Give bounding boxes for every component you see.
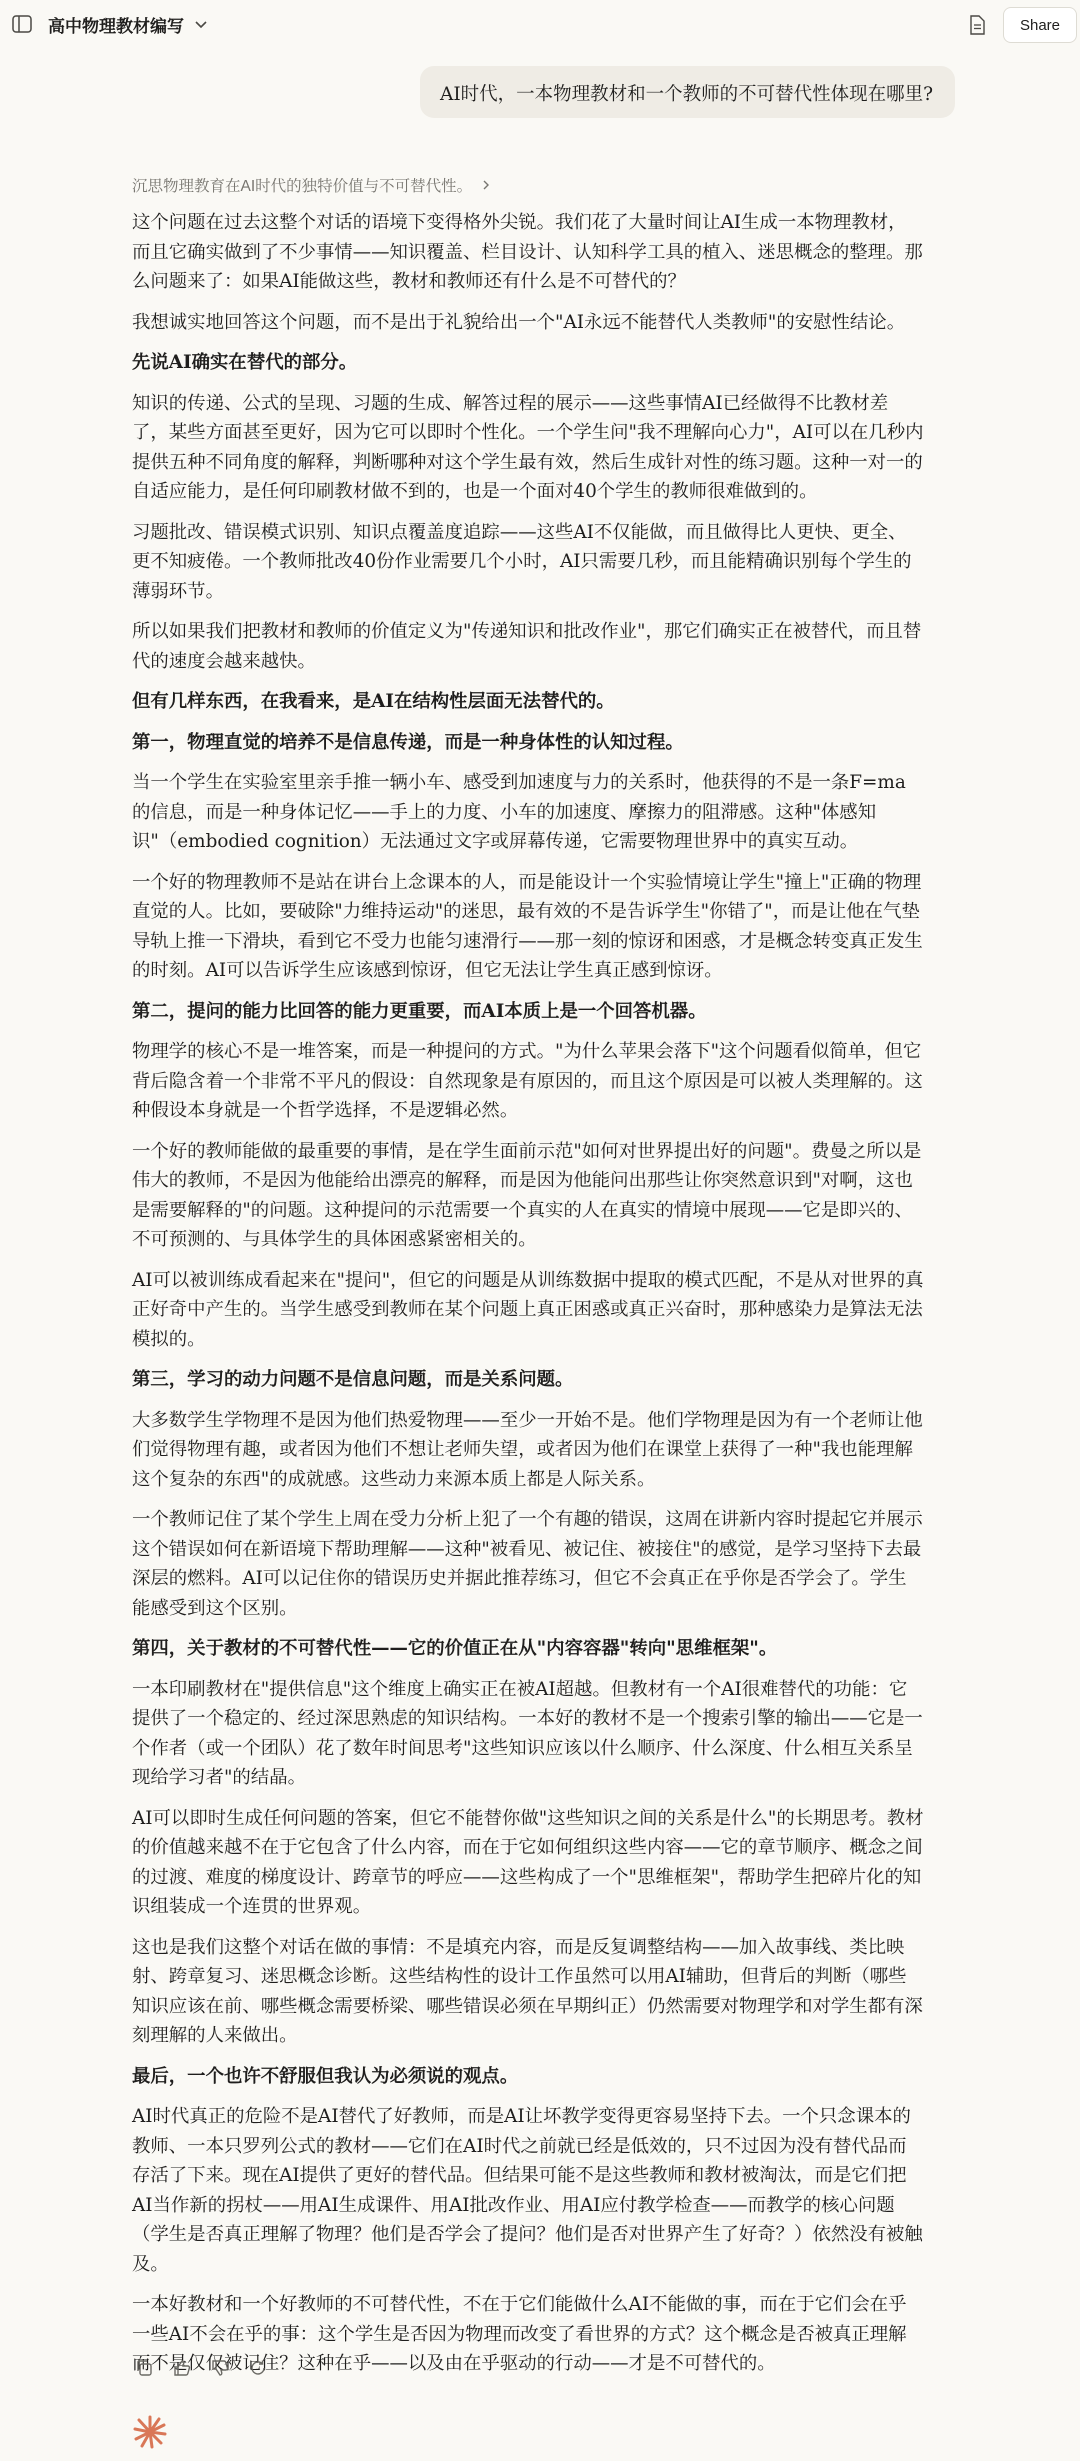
response-paragraph: 这也是我们这整个对话在做的事情：不是填充内容，而是反复调整结构——加入故事线、类比映射、跨章复习、迷思概念诊断。这些结构性的设计工作虽然可以用AI辅助，但背后的判断（哪些知识应该在前、哪些概念需要桥梁、哪些错误必须在早期纠正）仍然需要对物理学和对学生都有深刻理解的人来做出。 xyxy=(132,1936,923,2046)
response-paragraph: 物理学的核心不是一堆答案，而是一种提问的方式。"为什么苹果会落下"这个问题看似简单，但它背后隐含着一个非常不平凡的假设：自然现象是有原因的，而且这个原因是可以被人类理解的。这种假设本身就是一个哲学选择，不是逻辑必然。 xyxy=(132,1041,923,1121)
assistant-response xyxy=(132,208,924,2390)
retry-icon[interactable] xyxy=(246,2356,270,2380)
thinking-summary-text: 沉思物理教育在AI时代的独特价值与不可替代性。 xyxy=(132,178,473,195)
response-paragraph: 一个好的物理教师不是站在讲台上念课本的人，而是能设计一个实验情境让学生"撞上"正确的物理直觉的人。比如，要破除"力维持运动"的迷思，最有效的不是告诉学生"你错了"，而是让他在气垫导轨上推一下滑块，看到它不受力也能匀速滑行——那一刻的惊讶和困惑，才是概念转变真正发生的时刻。AI可以告诉学生应该感到惊讶，但它无法让学生真正感到惊讶。 xyxy=(132,871,923,981)
response-paragraph: 当一个学生在实验室里亲手推一辆小车、感受到加速度与力的关系时，他获得的不是一条F=ma的信息，而是一种身体记忆——手上的力度、小车的加速度、摩擦力的阻滞感。这种"体感知识"（embodied cognition）无法通过文字或屏幕传递，它需要物理世界中的真实互动。 xyxy=(132,772,906,852)
claude-logo-icon xyxy=(132,2414,168,2450)
conversation-title: 高中物理教材编写 xyxy=(48,17,184,36)
response-paragraph: 这个问题在过去这整个对话的语境下变得格外尖锐。我们花了大量时间让AI生成一本物理教材，而且它确实做到了不少事情——知识覆盖、栏目设计、认知科学工具的植入、迷思概念的整理。那么问题来了：如果AI能做这些，教材和教师还有什么是不可替代的？ xyxy=(132,212,923,292)
chevron-down-icon xyxy=(194,20,208,30)
response-paragraph: 一本好教材和一个好教师的不可替代性，不在于它们能做什么AI不能做的事，而在于它们会在乎一些AI不会在乎的事：这个学生是否因为物理而改变了看世界的方式？这个概念是否被真正理解而不是仅仅被记住？这种在乎——以及由在乎驱动的行动——才是不可替代的。 xyxy=(132,2294,907,2374)
thumbs-down-icon[interactable] xyxy=(208,2356,232,2380)
response-heading: 第三，学习的动力问题不是信息问题，而是关系问题。 xyxy=(132,1369,574,1390)
response-paragraph: 一本印刷教材在"提供信息"这个维度上确实正在被AI超越。但教材有一个AI很难替代的功能：它提供了一个稳定的、经过深思熟虑的知识结构。一本好的教材不是一个搜索引擎的输出——它是一个作者（或一个团队）花了数年时间思考"这些知识应该以什么顺序、什么深度、什么相互关系呈现给学习者"的结晶。 xyxy=(132,1678,923,1788)
conversation-title-menu[interactable] xyxy=(48,12,208,37)
response-heading: 最后，一个也许不舒服但我认为必须说的观点。 xyxy=(132,2065,519,2087)
copy-icon[interactable] xyxy=(132,2356,156,2380)
response-paragraph: 我想诚实地回答这个问题，而不是出于礼貌给出一个"AI永远不能替代人类教师"的安慰性结论。 xyxy=(132,311,906,333)
response-heading: 第四，关于教材的不可替代性——它的价值正在从"内容容器"转向"思维框架"。 xyxy=(132,1638,778,1659)
response-heading: 第一，物理直觉的培养不是信息传递，而是一种身体性的认知过程。 xyxy=(132,731,684,753)
response-paragraph: 一个教师记住了某个学生上周在受力分析上犯了一个有趣的错误，这周在讲新内容时提起它并展示这个错误如何在新语境下帮助理解——这种"被看见、被记住、被接住"的感觉，是学习坚持下去最深层的燃料。AI可以记住你的错误历史并据此推荐练习，但它不会真正在乎你是否学会了。学生能感受到这个区别。 xyxy=(132,1509,923,1619)
user-message: AI时代，一本物理教材和一个教师的不可替代性体现在哪里? xyxy=(420,66,955,118)
response-paragraph: 所以如果我们把教材和教师的价值定义为"传递知识和批改作业"，那它们确实正在被替代，而且替代的速度会越来越快。 xyxy=(132,621,922,672)
share-button[interactable]: Share xyxy=(1003,7,1077,43)
response-paragraph: AI可以被训练成看起来在"提问"，但它的问题是从训练数据中提取的模式匹配，不是从对世界的真正好奇中产生的。当学生感受到教师在某个问题上真正困惑或真正兴奋时，那种感染力是算法无法模拟的。 xyxy=(132,1269,924,1350)
response-paragraph: 知识的传递、公式的呈现、习题的生成、解答过程的展示——这些事情AI已经做得不比教材差了，某些方面甚至更好，因为它可以即时个性化。一个学生问"我不理解向心力"，AI可以在几秒内提供五种不同角度的解释，判断哪种对这个学生最有效，然后生成针对性的练习题。这种一对一的自适应能力，是任何印刷教材做不到的，也是一个面对40个学生的教师很难做到的。 xyxy=(132,392,924,502)
response-paragraph: AI可以即时生成任何问题的答案，但它不能替你做"这些知识之间的关系是什么"的长期思考。教材的价值越来越不在于它包含了什么内容，而在于它如何组织这些内容——它的章节顺序、概念之间的过渡、难度的梯度设计、跨章节的呼应——这些构成了一个"思维框架"，帮助学生把碎片化的知识组装成一个连贯的世界观。 xyxy=(132,1807,924,1917)
response-heading: 先说AI确实在替代的部分。 xyxy=(132,352,358,373)
chevron-right-icon xyxy=(482,179,490,191)
message-actions xyxy=(132,2356,270,2380)
response-heading: 但有几样东西，在我看来，是AI在结构性层面无法替代的。 xyxy=(132,691,615,712)
response-heading: 第二，提问的能力比回答的能力更重要，而AI本质上是一个回答机器。 xyxy=(132,1000,707,1022)
thinking-summary-toggle[interactable] xyxy=(132,174,490,196)
response-paragraph: AI时代真正的危险不是AI替代了好教师，而是AI让坏教学变得更容易坚持下去。一个只念课本的教师、一本只罗列公式的教材——它们在AI时代之前就已经是低效的，只不过因为没有替代品而存活了下来。现在AI提供了更好的替代品。但结果可能不是这些教师和教材被淘汰，而是它们把AI当作新的拐杖——用AI生成课件、用AI批改作业、用AI应付教学检查——而教学的核心问题（学生是否真正理解了物理？他们是否学会了提问？他们是否对世界产生了好奇？）依然没有被触及。 xyxy=(132,2106,923,2275)
response-paragraph: 习题批改、错误模式识别、知识点覆盖度追踪——这些AI不仅能做，而且做得比人更快、更全、更不知疲倦。一个教师批改40份作业需要几个小时，AI只需要几秒，而且能精确识别每个学生的薄弱环节。 xyxy=(132,521,912,602)
response-paragraph: 大多数学生学物理不是因为他们热爱物理——至少一开始不是。他们学物理是因为有一个老师让他们觉得物理有趣，或者因为他们不想让老师失望，或者因为他们在课堂上获得了一种"我也能理解这个复杂的东西"的成就感。这些动力来源本质上都是人际关系。 xyxy=(132,1409,923,1490)
response-paragraph: 一个好的教师能做的最重要的事情，是在学生面前示范"如何对世界提出好的问题"。费曼之所以是伟大的教师，不是因为他能给出漂亮的解释，而是因为他能问出那些让你突然意识到"对啊，这也是需要解释的"的问题。这种提问的示范需要一个真实的人在真实的情境中展现——它是即兴的、不可预测的、与具体学生的具体困惑紧密相关的。 xyxy=(132,1140,922,1250)
top-bar xyxy=(0,0,1080,50)
sidebar-toggle-icon[interactable] xyxy=(8,10,36,38)
thumbs-up-icon[interactable] xyxy=(170,2356,194,2380)
document-icon[interactable] xyxy=(963,11,991,39)
